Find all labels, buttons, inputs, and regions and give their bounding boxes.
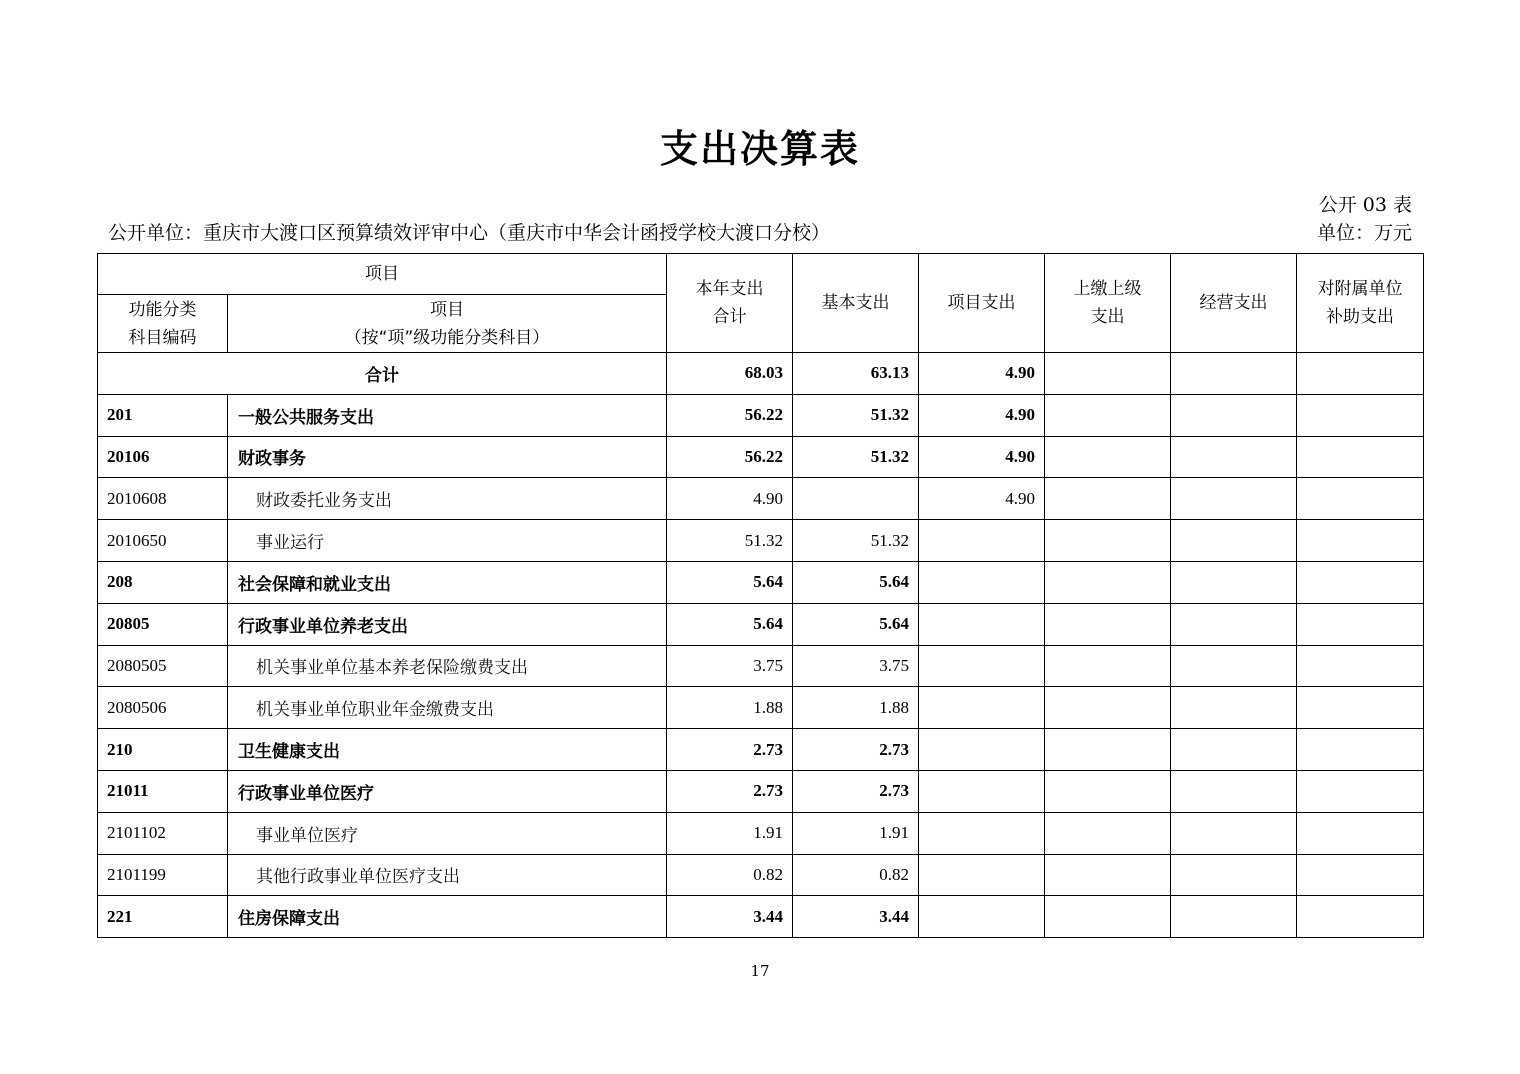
- subject-code-cell: 201: [98, 394, 228, 436]
- total-cell: 3.44: [667, 896, 793, 938]
- basic-cell: 1.91: [793, 812, 919, 854]
- header-subsidy-line2: 补助支出: [1326, 307, 1394, 327]
- header-subsidy: [1297, 254, 1424, 353]
- basic-cell: 2.73: [793, 770, 919, 812]
- upper-cell: [1045, 478, 1171, 520]
- upper-cell: [1045, 729, 1171, 771]
- project-cell: [919, 729, 1045, 771]
- subsidy-cell: [1297, 645, 1424, 687]
- business-cell: [1171, 394, 1297, 436]
- header-basic: 基本支出: [793, 254, 919, 353]
- basic-cell: 51.32: [793, 520, 919, 562]
- total-upper: [1045, 353, 1171, 395]
- business-cell: [1171, 603, 1297, 645]
- subject-code-cell: 2101102: [98, 812, 228, 854]
- project-cell: [919, 854, 1045, 896]
- table-row: [98, 812, 1424, 854]
- total-cell: 2.73: [667, 729, 793, 771]
- basic-cell: 5.64: [793, 561, 919, 603]
- project-cell: [919, 812, 1045, 854]
- subject-name-cell: 行政事业单位医疗: [228, 770, 667, 812]
- header-name-line2: （按“项”级功能分类科目）: [344, 327, 550, 348]
- upper-cell: [1045, 520, 1171, 562]
- business-cell: [1171, 896, 1297, 938]
- total-cell: 51.32: [667, 520, 793, 562]
- total-basic: 63.13: [793, 353, 919, 395]
- header-business: 经营支出: [1171, 254, 1297, 353]
- subject-name-cell: 住房保障支出: [228, 896, 667, 938]
- project-cell: [919, 770, 1045, 812]
- subject-name-cell: 一般公共服务支出: [228, 394, 667, 436]
- header-project: 项目支出: [919, 254, 1045, 353]
- table-row: [98, 520, 1424, 562]
- basic-cell: 2.73: [793, 729, 919, 771]
- subject-code-cell: 20106: [98, 436, 228, 478]
- total-label: 合计: [98, 353, 667, 395]
- subject-code-cell: 2101199: [98, 854, 228, 896]
- subject-name-cell: 行政事业单位养老支出: [228, 603, 667, 645]
- basic-cell: 1.88: [793, 687, 919, 729]
- project-cell: [919, 687, 1045, 729]
- table-row: [98, 645, 1424, 687]
- table-row: [98, 561, 1424, 603]
- table-row: [98, 896, 1424, 938]
- subject-code-cell: 2010608: [98, 478, 228, 520]
- subject-code-cell: 2080506: [98, 687, 228, 729]
- header-upper: [1045, 254, 1171, 353]
- subject-code-cell: 20805: [98, 603, 228, 645]
- expenditure-table: [97, 253, 1424, 938]
- header-code-line1: 功能分类: [128, 299, 197, 320]
- subject-code-cell: 221: [98, 896, 228, 938]
- business-cell: [1171, 520, 1297, 562]
- header-total: [667, 254, 793, 353]
- upper-cell: [1045, 561, 1171, 603]
- business-cell: [1171, 436, 1297, 478]
- subject-name-cell: 事业单位医疗: [228, 812, 667, 854]
- upper-cell: [1045, 645, 1171, 687]
- total-project: 4.90: [919, 353, 1045, 395]
- subsidy-cell: [1297, 561, 1424, 603]
- subject-code-cell: 21011: [98, 770, 228, 812]
- basic-cell: 3.44: [793, 896, 919, 938]
- total-cell: 3.75: [667, 645, 793, 687]
- subject-name-cell: 卫生健康支出: [228, 729, 667, 771]
- table-row: [98, 478, 1424, 520]
- subject-code-cell: 2010650: [98, 520, 228, 562]
- header-name-line1: 项目: [430, 299, 464, 320]
- project-cell: 4.90: [919, 394, 1045, 436]
- business-cell: [1171, 645, 1297, 687]
- upper-cell: [1045, 770, 1171, 812]
- currency-unit: 单位：万元: [1316, 222, 1412, 244]
- business-cell: [1171, 854, 1297, 896]
- subsidy-cell: [1297, 603, 1424, 645]
- header-code-line2: 科目编码: [128, 327, 197, 348]
- subject-name-cell: 社会保障和就业支出: [228, 561, 667, 603]
- upper-cell: [1045, 436, 1171, 478]
- business-cell: [1171, 561, 1297, 603]
- total-row: [98, 353, 1424, 395]
- business-cell: [1171, 478, 1297, 520]
- project-cell: 4.90: [919, 436, 1045, 478]
- total-cell: 1.88: [667, 687, 793, 729]
- upper-cell: [1045, 687, 1171, 729]
- subject-name-cell: 事业运行: [228, 520, 667, 562]
- project-cell: [919, 645, 1045, 687]
- table-row: [98, 729, 1424, 771]
- total-cell: 1.91: [667, 812, 793, 854]
- subject-name-cell: 机关事业单位职业年金缴费支出: [228, 687, 667, 729]
- subsidy-cell: [1297, 436, 1424, 478]
- basic-cell: [793, 478, 919, 520]
- table-row: [98, 394, 1424, 436]
- basic-cell: 51.32: [793, 436, 919, 478]
- header-total-line2: 合计: [712, 307, 747, 327]
- subject-name-cell: 财政委托业务支出: [228, 478, 667, 520]
- total-cell: 0.82: [667, 854, 793, 896]
- subject-name-cell: 财政事务: [228, 436, 667, 478]
- total-cell: 2.73: [667, 770, 793, 812]
- subsidy-cell: [1297, 896, 1424, 938]
- basic-cell: 0.82: [793, 854, 919, 896]
- subject-name-cell: 机关事业单位基本养老保险缴费支出: [228, 645, 667, 687]
- subject-code-cell: 208: [98, 561, 228, 603]
- upper-cell: [1045, 603, 1171, 645]
- subsidy-cell: [1297, 854, 1424, 896]
- header-upper-line1: 上缴上级: [1073, 279, 1142, 299]
- subsidy-cell: [1297, 394, 1424, 436]
- table-row: [98, 770, 1424, 812]
- subject-code-cell: 210: [98, 729, 228, 771]
- table-row: [98, 436, 1424, 478]
- subsidy-cell: [1297, 687, 1424, 729]
- business-cell: [1171, 812, 1297, 854]
- reporting-organization: 公开单位：重庆市大渡口区预算绩效评审中心（重庆市中华会计函授学校大渡口分校）: [108, 222, 831, 244]
- upper-cell: [1045, 896, 1171, 938]
- table-row: [98, 687, 1424, 729]
- subsidy-cell: [1297, 812, 1424, 854]
- table-row: [98, 854, 1424, 896]
- total-cell: 4.90: [667, 478, 793, 520]
- business-cell: [1171, 687, 1297, 729]
- subsidy-cell: [1297, 729, 1424, 771]
- header-row-1: [98, 254, 1424, 295]
- project-cell: [919, 520, 1045, 562]
- header-item: 项目: [98, 254, 667, 295]
- header-total-line1: 本年支出: [695, 279, 764, 299]
- subsidy-cell: [1297, 520, 1424, 562]
- project-cell: 4.90: [919, 478, 1045, 520]
- header-subsidy-line1: 对附属单位: [1317, 279, 1403, 299]
- upper-cell: [1045, 854, 1171, 896]
- table-row: [98, 603, 1424, 645]
- upper-cell: [1045, 394, 1171, 436]
- total-cell: 56.22: [667, 394, 793, 436]
- project-cell: [919, 561, 1045, 603]
- total-total: 68.03: [667, 353, 793, 395]
- project-cell: [919, 896, 1045, 938]
- page-number: 17: [750, 962, 770, 980]
- document-title: 支出决算表: [659, 127, 860, 171]
- total-cell: 56.22: [667, 436, 793, 478]
- subsidy-cell: [1297, 770, 1424, 812]
- subject-code-cell: 2080505: [98, 645, 228, 687]
- business-cell: [1171, 770, 1297, 812]
- total-cell: 5.64: [667, 561, 793, 603]
- business-cell: [1171, 729, 1297, 771]
- total-business: [1171, 353, 1297, 395]
- total-cell: 5.64: [667, 603, 793, 645]
- basic-cell: 51.32: [793, 394, 919, 436]
- subject-name-cell: 其他行政事业单位医疗支出: [228, 854, 667, 896]
- project-cell: [919, 603, 1045, 645]
- header-upper-line2: 支出: [1090, 307, 1125, 327]
- table-number: 公开 03 表: [1318, 194, 1412, 216]
- header-code: [98, 295, 228, 353]
- header-name: [228, 295, 667, 353]
- subsidy-cell: [1297, 478, 1424, 520]
- upper-cell: [1045, 812, 1171, 854]
- basic-cell: 5.64: [793, 603, 919, 645]
- basic-cell: 3.75: [793, 645, 919, 687]
- total-subsidy: [1297, 353, 1424, 395]
